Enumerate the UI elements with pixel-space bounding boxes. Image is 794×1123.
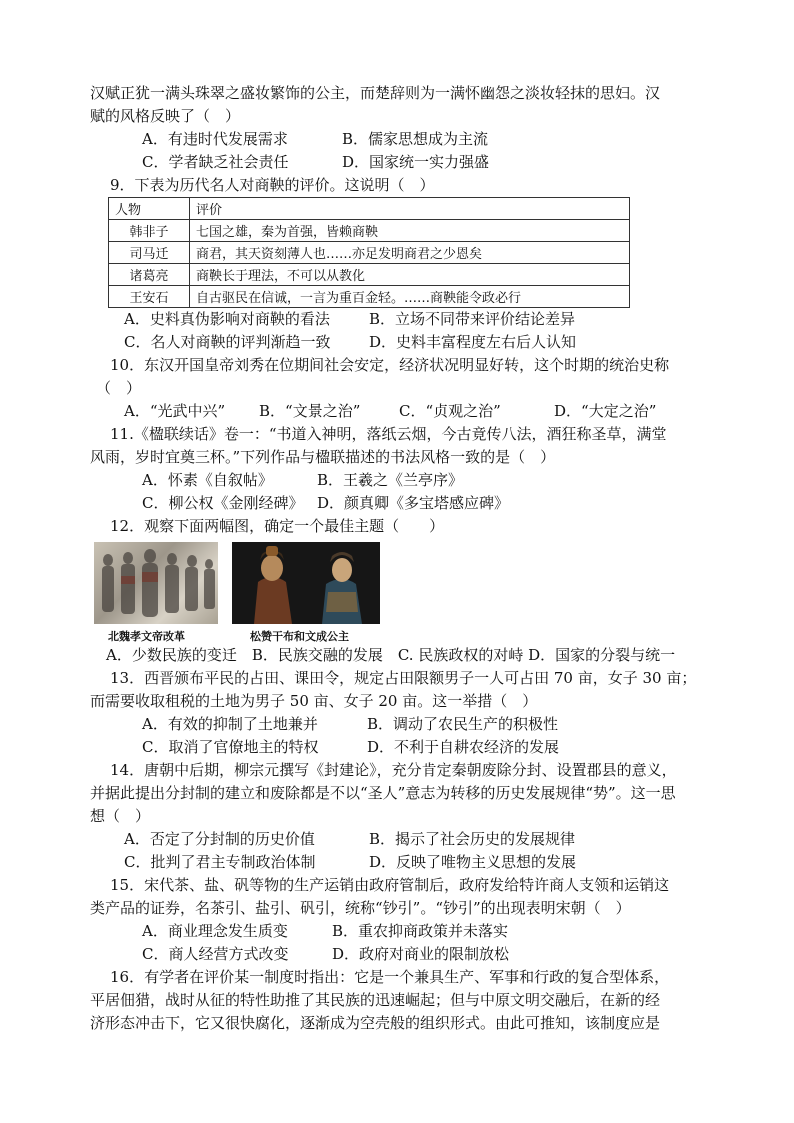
q9-option-c: C．名人对商鞅的评判渐趋一致 bbox=[124, 333, 331, 351]
caption-songtsen-wencheng: 松赞干布和文成公主 bbox=[250, 630, 349, 643]
q11-stem-line-1: 11.《楹联续话》卷一：“书道入神明，落纸云烟，今古竟传八法，酒狂称圣草，满堂 bbox=[110, 425, 667, 443]
table-cell-evaluation: 自古驱民在信诚，一言为重百金轻。……商鞅能令政必行 bbox=[190, 286, 630, 308]
q9-stem: 9．下表为历代名人对商鞅的评价。这说明（ ） bbox=[110, 176, 435, 194]
table-cell-evaluation: 七国之雄，秦为首强，皆赖商鞅 bbox=[190, 220, 630, 242]
q10-option-a: A．“光武中兴” bbox=[124, 402, 226, 420]
q14-stem-line-2: 并据此提出分封制的建立和废除都是不以“圣人”意志为转移的历史发展规律“势”。这一思 bbox=[90, 784, 676, 802]
table-row bbox=[109, 242, 630, 264]
q9-evaluation-table bbox=[108, 197, 630, 308]
q13-option-a: A．有效的抑制了土地兼并 bbox=[142, 715, 318, 733]
table-header-row bbox=[109, 198, 630, 220]
q13-options-row-1 bbox=[90, 713, 710, 736]
q11-option-d: D．颜真卿《多宝塔感应碑》 bbox=[317, 494, 510, 512]
q8-option-d: D．国家统一实力强盛 bbox=[342, 153, 490, 171]
q10-stem-line-1: 10．东汉开国皇帝刘秀在位期间社会安定，经济状况明显好转，这个时期的统治史称 bbox=[110, 356, 670, 374]
q13-option-b: B．调动了农民生产的积极性 bbox=[367, 715, 559, 733]
q9-option-a: A．史料真伪影响对商鞅的看法 bbox=[124, 310, 330, 328]
table-cell-evaluation: 商鞅长于理法，不可以从教化 bbox=[190, 264, 630, 286]
q10-options-row bbox=[90, 400, 710, 423]
q8-option-c: C．学者缺乏社会责任 bbox=[142, 153, 289, 171]
q16-stem-line-3: 济形态冲击下，它又很快腐化，逐渐成为空壳般的组织形式。由此可推知，该制度应是 bbox=[90, 1014, 661, 1032]
q14-option-c: C．批判了君主专制政治体制 bbox=[124, 853, 316, 871]
q15-options-row-1 bbox=[90, 920, 710, 943]
q15-option-d: D．政府对商业的限制放松 bbox=[332, 945, 510, 963]
q12-options-row: A．少数民族的变迁 B．民族交融的发展 C. 民族政权的对峙 D．国家的分裂与统一 bbox=[106, 646, 676, 664]
q14-option-b: B．揭示了社会历史的发展规律 bbox=[369, 830, 576, 848]
table-header-person: 人物 bbox=[109, 198, 190, 220]
q10-option-b: B．“文景之治” bbox=[259, 402, 361, 420]
mural-figures-icon bbox=[94, 542, 218, 624]
table-cell-person: 韩非子 bbox=[109, 220, 190, 242]
q8-stem-line-2: 赋的风格反映了（ ） bbox=[90, 107, 241, 125]
q11-option-b: B．王羲之《兰亭序》 bbox=[317, 471, 464, 489]
q9-option-d: D．史料丰富程度左右后人认知 bbox=[369, 333, 577, 351]
q15-option-b: B．重农抑商政策并未落实 bbox=[332, 922, 509, 940]
q15-option-c: C．商人经营方式改变 bbox=[142, 945, 289, 963]
statues-icon bbox=[232, 542, 380, 624]
q16-stem-line-2: 平居佃猎，战时从征的特性助推了其民族的迅速崛起；但与中原文明交融后，在新的经 bbox=[90, 991, 661, 1009]
q15-options-row-2 bbox=[90, 943, 710, 966]
table-header-evaluation: 评价 bbox=[190, 198, 630, 220]
q14-stem-line-1: 14．唐朝中后期，柳宗元撰写《封建论》，充分肯定秦朝废除分封、设置郡县的意义， bbox=[110, 761, 677, 779]
caption-xiaowen-reform: 北魏孝文帝改革 bbox=[108, 630, 185, 643]
q15-stem-line-2: 类产品的证券，名茶引、盐引、矾引，统称“钞引”。“钞引”的出现表明宋朝（ ） bbox=[90, 899, 631, 917]
q14-stem-line-3: 想（ ） bbox=[90, 807, 151, 825]
q8-stem-line-1: 汉赋正犹一满头珠翠之盛妆繁饰的公主，而楚辞则为一满怀幽怨之淡妆轻抹的思妇。汉 bbox=[90, 84, 661, 102]
q15-stem-line-1: 15．宋代茶、盐、矾等物的生产运销由政府管制后，政府发给特许商人支领和运销这 bbox=[110, 876, 670, 894]
q8-option-b: B．儒家思想成为主流 bbox=[342, 130, 489, 148]
q10-option-c: C．“贞观之治” bbox=[399, 402, 501, 420]
q11-options-row-2 bbox=[90, 492, 710, 515]
q13-option-d: D．不利于自耕农经济的发展 bbox=[367, 738, 560, 756]
q13-options-row-2 bbox=[90, 736, 710, 759]
q8-options-row-2 bbox=[90, 151, 710, 174]
q9-options-row-1 bbox=[90, 308, 710, 331]
q10-option-d: D．“大定之治” bbox=[554, 402, 657, 420]
q15-option-a: A．商业理念发生质变 bbox=[142, 922, 288, 940]
q12-figures bbox=[92, 538, 710, 644]
q11-option-c: C．柳公权《金刚经碑》 bbox=[142, 494, 304, 512]
q11-options-row-1 bbox=[90, 469, 710, 492]
q8-options-row-1 bbox=[90, 128, 710, 151]
table-row bbox=[109, 220, 630, 242]
mural-image-xiaowen-reform bbox=[94, 542, 218, 624]
q14-options-row-1 bbox=[90, 828, 710, 851]
q9-options-row-2 bbox=[90, 331, 710, 354]
table-row bbox=[109, 286, 630, 308]
q14-options-row-2 bbox=[90, 851, 710, 874]
q13-stem-line-1: 13．西晋颁布平民的占田、课田令，规定占田限额男子一人可占田 70 亩，女子 30 亩； bbox=[110, 669, 697, 687]
table-cell-person: 诸葛亮 bbox=[109, 264, 190, 286]
statue-image-songtsen-wencheng bbox=[232, 542, 380, 624]
q10-stem-line-2: （ ） bbox=[96, 379, 142, 397]
table-cell-person: 司马迁 bbox=[109, 242, 190, 264]
q11-stem-line-2: 风雨，岁时宜奠三杯。”下列作品与楹联描述的书法风格一致的是（ ） bbox=[90, 448, 556, 466]
q14-option-d: D．反映了唯物主义思想的发展 bbox=[369, 853, 577, 871]
q9-option-b: B．立场不同带来评价结论差异 bbox=[369, 310, 576, 328]
exam-page bbox=[90, 82, 710, 1035]
q8-option-a: A．有违时代发展需求 bbox=[142, 130, 288, 148]
table-cell-evaluation: 商君，其天资刻薄人也……亦足发明商君之少恩矣 bbox=[190, 242, 630, 264]
q11-option-a: A．怀素《自叙帖》 bbox=[142, 471, 273, 489]
q16-stem-line-1: 16．有学者在评价某一制度时指出：它是一个兼具生产、军事和行政的复合型体系， bbox=[110, 968, 670, 986]
q13-stem-line-2: 而需要收取租税的土地为男子 50 亩、女子 20 亩。这一举措（ ） bbox=[90, 692, 538, 710]
q13-option-c: C．取消了官僚地主的特权 bbox=[142, 738, 319, 756]
q12-stem: 12．观察下面两幅图，确定一个最佳主题（ ） bbox=[110, 517, 445, 535]
table-row bbox=[109, 264, 630, 286]
table-cell-person: 王安石 bbox=[109, 286, 190, 308]
q14-option-a: A．否定了分封制的历史价值 bbox=[124, 830, 315, 848]
